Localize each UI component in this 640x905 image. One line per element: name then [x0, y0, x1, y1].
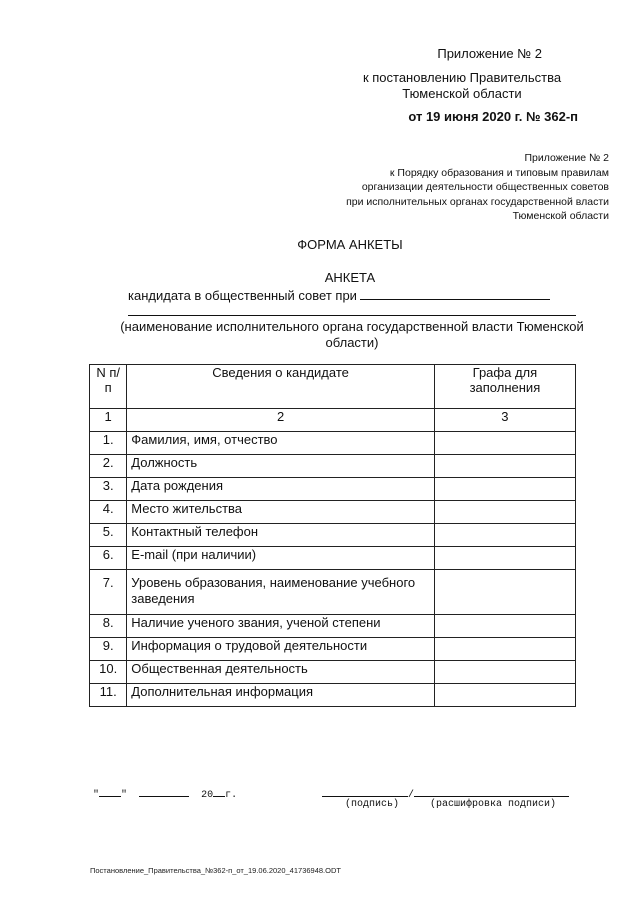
row-fill-cell[interactable]	[434, 684, 575, 707]
year-suffix: г.	[225, 790, 238, 801]
row-label: Дата рождения	[127, 478, 435, 501]
row-fill-cell[interactable]	[434, 638, 575, 661]
candidate-line	[128, 286, 550, 303]
row-fill-cell[interactable]	[434, 661, 575, 684]
row-label: Фамилия, имя, отчество	[127, 432, 435, 455]
row-num: 7.	[90, 570, 127, 615]
row-fill-cell[interactable]	[434, 478, 575, 501]
row-fill-cell[interactable]	[434, 570, 575, 615]
table-row	[90, 661, 576, 684]
row-label: Контактный телефон	[127, 524, 435, 547]
signature-date	[93, 786, 237, 801]
row-num: 4.	[90, 501, 127, 524]
signature-caption: (подпись)	[345, 799, 400, 810]
date-quote-open: "	[93, 790, 100, 801]
row-fill-cell[interactable]	[434, 547, 575, 570]
row-label: Уровень образования, наименование учебного заведения	[127, 570, 435, 615]
year-blank[interactable]	[213, 786, 225, 797]
row-num: 11.	[90, 684, 127, 707]
decree-date-number: от 19 июня 2020 г. № 362-п	[408, 109, 578, 124]
row-num: 10.	[90, 661, 127, 684]
date-quote-close: "	[121, 790, 128, 801]
header-info: Сведения о кандидате	[127, 365, 435, 409]
col-number: 2	[127, 409, 435, 432]
candidate-line-text: кандидата в общественный совет при	[128, 288, 357, 303]
appendix-region-line: Тюменской области	[402, 86, 522, 101]
appendix-decree-ref	[332, 70, 592, 102]
signature-blank[interactable]	[322, 786, 408, 797]
table-header-row	[90, 365, 576, 409]
signature-decode-blank[interactable]	[414, 786, 569, 797]
row-fill-cell[interactable]	[434, 501, 575, 524]
table-row	[90, 478, 576, 501]
row-fill-cell[interactable]	[434, 524, 575, 547]
header-fill: Графа для заполнения	[434, 365, 575, 409]
org-caption: (наименование исполнительного органа государственной власти Тюменской области)	[120, 319, 584, 350]
row-label: Общественная деятельность	[127, 661, 435, 684]
row-label: E-mail (при наличии)	[127, 547, 435, 570]
table-row	[90, 455, 576, 478]
row-fill-cell[interactable]	[434, 455, 575, 478]
table-row	[90, 570, 576, 615]
column-number-row	[90, 409, 576, 432]
form-title: ФОРМА АНКЕТЫ	[297, 237, 403, 252]
anketa-table	[89, 364, 576, 707]
col-number: 3	[434, 409, 575, 432]
appendix-label: Приложение № 2	[437, 46, 542, 61]
row-label: Должность	[127, 455, 435, 478]
file-footer: Постановление_Правительства_№362-п_от_19.06.2020_41736948.ODT	[90, 866, 341, 875]
signature-slash: /	[408, 790, 415, 801]
procedure-line-2: к Порядку образования и типовым правилам	[389, 166, 609, 179]
row-num: 1.	[90, 432, 127, 455]
row-num: 3.	[90, 478, 127, 501]
year-prefix: 20	[201, 790, 214, 801]
procedure-line-4: при исполнительных органах государственной власти	[346, 195, 609, 208]
row-num: 2.	[90, 455, 127, 478]
appendix-procedure-block	[279, 151, 609, 224]
row-num: 8.	[90, 615, 127, 638]
procedure-appendix-label: Приложение № 2	[524, 152, 609, 164]
row-num: 9.	[90, 638, 127, 661]
org-name-blank-line[interactable]	[128, 315, 576, 316]
row-label: Наличие ученого звания, ученой степени	[127, 615, 435, 638]
table-row	[90, 432, 576, 455]
row-num: 6.	[90, 547, 127, 570]
day-blank[interactable]	[99, 786, 121, 797]
row-label: Информация о трудовой деятельности	[127, 638, 435, 661]
table-row	[90, 684, 576, 707]
candidate-org-blank[interactable]	[360, 286, 550, 300]
header-num: N п/п	[90, 365, 127, 409]
col-number: 1	[90, 409, 127, 432]
row-fill-cell[interactable]	[434, 615, 575, 638]
signature-decode-caption: (расшифровка подписи)	[430, 799, 557, 810]
procedure-line-5: Тюменской области	[512, 210, 609, 222]
row-num: 5.	[90, 524, 127, 547]
row-label: Место жительства	[127, 501, 435, 524]
appendix-decree-line: к постановлению Правительства	[362, 70, 562, 85]
row-fill-cell[interactable]	[434, 432, 575, 455]
row-label: Дополнительная информация	[127, 684, 435, 707]
table-row	[90, 501, 576, 524]
procedure-line-3: организации деятельности общественных советов	[361, 181, 609, 193]
anketa-title: АНКЕТА	[324, 270, 376, 285]
table-row	[90, 615, 576, 638]
table-row	[90, 547, 576, 570]
month-blank[interactable]	[139, 786, 189, 797]
table-row	[90, 524, 576, 547]
table-row	[90, 638, 576, 661]
